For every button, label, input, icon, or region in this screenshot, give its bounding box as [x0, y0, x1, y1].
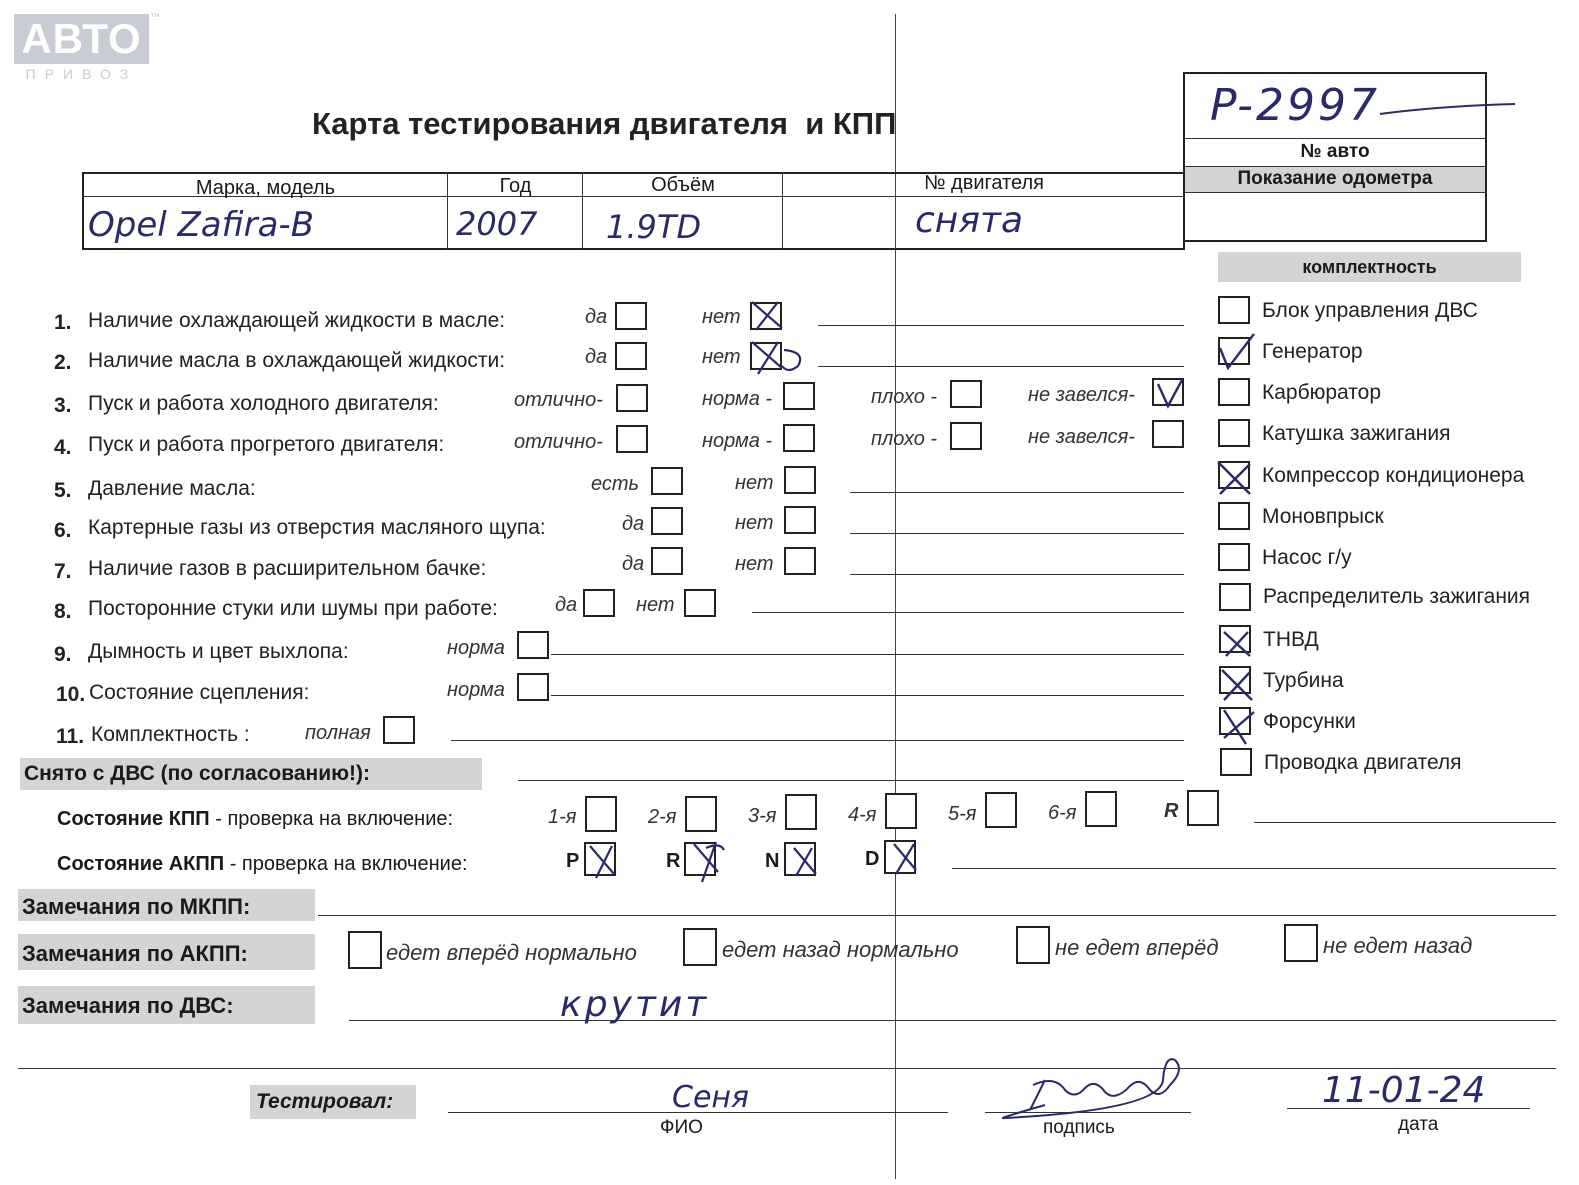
- q5-opt-yes: есть: [591, 473, 640, 495]
- year-value: 2007: [456, 205, 538, 243]
- q11-full-checkbox[interactable]: [383, 716, 415, 744]
- kpp-gear-5-checkbox[interactable]: [985, 792, 1017, 828]
- q6-net-checkbox[interactable]: [784, 506, 816, 534]
- kpp-gear-6-checkbox[interactable]: [1085, 791, 1117, 827]
- q9-normal-checkbox[interactable]: [517, 631, 549, 659]
- q11-num: 11.: [56, 725, 85, 748]
- kpp-gear-3: 3-я: [748, 805, 777, 827]
- akpp-label-bold: Состояние АКПП: [57, 853, 225, 875]
- kpp-gear-2: 2-я: [648, 806, 677, 828]
- logo-sub: ПРИВОЗ: [25, 66, 138, 82]
- q7-num: 7.: [54, 560, 72, 583]
- q4-nostart-checkbox[interactable]: [1152, 420, 1184, 448]
- kit-label-monoinjection: Моновпрыск: [1262, 505, 1384, 528]
- kpp-gear-r-checkbox[interactable]: [1187, 790, 1219, 826]
- q1-opt-da: да: [585, 306, 608, 328]
- akpp-mode-p-checkbox[interactable]: [584, 842, 616, 876]
- q5-yes-checkbox[interactable]: [651, 467, 683, 495]
- q10-text: Состояние сцепления:: [89, 681, 310, 704]
- q2-opt-da: да: [585, 346, 608, 368]
- q8-num: 8.: [54, 600, 72, 623]
- kit-checkbox-injection-pump[interactable]: [1219, 625, 1251, 653]
- q10-num: 10.: [56, 683, 86, 706]
- q8-opt-net: нет: [636, 594, 675, 616]
- q7-da-checkbox[interactable]: [651, 547, 683, 575]
- kpp-label: [57, 808, 453, 831]
- kit-label-ps-pump: Насос г/у: [1262, 546, 1352, 569]
- q9-text: Дымность и цвет выхлопа:: [88, 640, 349, 663]
- kit-label-ecu: Блок управления ДВС: [1262, 299, 1478, 322]
- q9-opt-normal: норма: [447, 637, 505, 659]
- akpp-label-rest: - проверка на включение:: [224, 853, 468, 875]
- kpp-gear-1-checkbox[interactable]: [585, 796, 617, 832]
- q3-text: Пуск и работа холодного двигателя:: [88, 392, 439, 415]
- kit-label-ignition-coil: Катушка зажигания: [1262, 422, 1451, 445]
- q1-opt-net: нет: [702, 306, 741, 328]
- q7-opt-net: нет: [735, 553, 774, 575]
- page-title: Карта тестирования двигателя и КПП: [312, 106, 897, 141]
- q5-no-checkbox[interactable]: [784, 466, 816, 494]
- q2-text: Наличие масла в охлаждающей жидкости:: [88, 349, 506, 372]
- akpp-no-forward-label: не едет вперёд: [1055, 935, 1219, 960]
- kit-label-generator: Генератор: [1262, 340, 1363, 363]
- q5-num: 5.: [54, 479, 72, 502]
- auto-number-value: P-2997: [1210, 80, 1380, 131]
- odometer-label: Показание одометра: [1237, 168, 1433, 189]
- akpp-forward-ok-label: едет вперёд нормально: [386, 940, 637, 965]
- q8-net-checkbox[interactable]: [684, 589, 716, 617]
- kpp-gear-5: 5-я: [948, 803, 977, 825]
- q6-opt-da: да: [622, 513, 645, 535]
- q3-excellent-checkbox[interactable]: [616, 384, 648, 412]
- q4-excellent-checkbox[interactable]: [616, 425, 648, 453]
- kpp-gear-3-checkbox[interactable]: [785, 794, 817, 830]
- q1-net-checkbox[interactable]: [750, 302, 782, 330]
- q8-opt-da: да: [555, 594, 578, 616]
- col-year: Год: [499, 175, 532, 197]
- kit-checkbox-ignition-coil[interactable]: [1218, 419, 1250, 447]
- kit-checkbox-generator[interactable]: [1218, 337, 1250, 365]
- kpp-gear-6: 6-я: [1048, 802, 1077, 824]
- akpp-no-back-label: не едет назад: [1323, 933, 1473, 958]
- remarks-dvs-label: Замечания по ДВС:: [22, 993, 234, 1018]
- kpp-label-bold: Состояние КПП: [57, 808, 210, 830]
- q4-opt-excellent: отлично-: [514, 431, 603, 453]
- q4-opt-bad: плохо -: [871, 428, 938, 450]
- fio-value: Сеня: [672, 1080, 750, 1115]
- kit-label-ac-compressor: Компрессор кондиционера: [1262, 464, 1525, 487]
- kit-label-injection-pump: ТНВД: [1263, 628, 1319, 651]
- kit-header: комплектность: [1302, 257, 1437, 277]
- kit-checkbox-ac-compressor[interactable]: [1218, 461, 1250, 489]
- akpp-label: [57, 853, 468, 876]
- kpp-label-rest: - проверка на включение:: [209, 808, 454, 830]
- kit-checkbox-carburetor[interactable]: [1218, 378, 1250, 406]
- akpp-forward-ok-checkbox[interactable]: [348, 931, 382, 969]
- q4-normal-checkbox[interactable]: [783, 424, 815, 452]
- akpp-back-ok-label: едет назад нормально: [722, 937, 959, 962]
- q7-opt-da: да: [622, 553, 645, 575]
- q10-opt-normal: норма: [447, 679, 505, 701]
- q2-net-checkbox[interactable]: [750, 342, 782, 370]
- date-label: дата: [1398, 1114, 1439, 1135]
- q8-text: Посторонние стуки или шумы при работе:: [88, 597, 498, 620]
- kit-checkbox-wiring[interactable]: [1220, 748, 1252, 776]
- kit-checkbox-ecu[interactable]: [1218, 296, 1250, 324]
- q2-num: 2.: [54, 351, 72, 374]
- q5-opt-no: нет: [735, 472, 774, 494]
- tested-label: Тестировал:: [256, 1090, 394, 1113]
- q5-text: Давление масла:: [88, 477, 256, 500]
- volume-value: 1.9TD: [606, 208, 702, 246]
- kpp-gear-4: 4-я: [848, 804, 877, 826]
- q3-opt-excellent: отлично-: [514, 389, 603, 411]
- remarks-akpp-label: Замечания по АКПП:: [22, 941, 248, 966]
- q3-opt-nostart: не завелся-: [1028, 384, 1135, 406]
- kit-checkbox-distributor[interactable]: [1219, 583, 1251, 611]
- q3-nostart-checkbox[interactable]: [1152, 378, 1184, 406]
- q2-opt-net: нет: [702, 346, 741, 368]
- date-value: 11-01-24: [1322, 1070, 1486, 1111]
- logo-tm: ™: [150, 12, 160, 23]
- kit-checkbox-ps-pump[interactable]: [1218, 543, 1250, 571]
- col-volume: Объём: [651, 174, 715, 196]
- kit-checkbox-injectors[interactable]: [1219, 707, 1251, 735]
- col-make-model: Марка, модель: [195, 177, 336, 199]
- kpp-gear-4-checkbox[interactable]: [885, 793, 917, 829]
- kit-label-wiring: Проводка двигателя: [1264, 751, 1462, 774]
- akpp-mode-d-checkbox[interactable]: [884, 840, 916, 874]
- q6-num: 6.: [54, 519, 72, 542]
- q4-opt-nostart: не завелся-: [1028, 426, 1135, 448]
- akpp-back-ok-checkbox[interactable]: [683, 928, 717, 966]
- kpp-gear-r: R: [1164, 800, 1179, 822]
- kpp-gear-2-checkbox[interactable]: [685, 796, 717, 832]
- auto-number-label: № авто: [1300, 141, 1370, 162]
- q7-net-checkbox[interactable]: [784, 547, 816, 575]
- removed-label: Снято с ДВС (по согласованию!):: [24, 762, 371, 785]
- akpp-mode-r-checkbox[interactable]: [684, 842, 716, 876]
- make-model-value: Opel Zafira-B: [88, 205, 315, 245]
- kit-label-distributor: Распределитель зажигания: [1263, 585, 1531, 608]
- q3-bad-checkbox[interactable]: [950, 380, 982, 408]
- logo-main: АВТО: [14, 14, 149, 64]
- akpp-mode-n: N: [765, 850, 780, 872]
- sign-label: подпись: [1043, 1117, 1115, 1138]
- q10-normal-checkbox[interactable]: [517, 673, 549, 701]
- q1-da-checkbox[interactable]: [615, 302, 647, 330]
- q2-da-checkbox[interactable]: [615, 342, 647, 370]
- akpp-mode-n-checkbox[interactable]: [784, 842, 816, 876]
- q9-num: 9.: [54, 643, 72, 666]
- q11-opt-full: полная: [305, 722, 371, 744]
- akpp-mode-p: P: [566, 850, 580, 872]
- q1-text: Наличие охлаждающей жидкости в масле:: [88, 309, 506, 332]
- engine-no-value: снята: [915, 200, 1024, 241]
- q7-text: Наличие газов в расширительном бачке:: [88, 557, 487, 580]
- kit-checkbox-monoinjection[interactable]: [1218, 502, 1250, 530]
- akpp-mode-d: D: [865, 848, 880, 870]
- q3-opt-normal: норма -: [702, 388, 773, 410]
- q1-num: 1.: [54, 311, 72, 334]
- q4-opt-normal: норма -: [702, 430, 773, 452]
- q3-num: 3.: [54, 394, 72, 417]
- remarks-mkpp-label: Замечания по МКПП:: [22, 894, 251, 919]
- kit-checkbox-turbine[interactable]: [1219, 666, 1251, 694]
- q6-opt-net: нет: [735, 512, 774, 534]
- q6-da-checkbox[interactable]: [651, 507, 683, 535]
- akpp-mode-r: R: [666, 850, 681, 872]
- q4-text: Пуск и работа прогретого двигателя:: [88, 433, 445, 456]
- q4-num: 4.: [54, 436, 72, 459]
- q3-opt-bad: плохо -: [871, 386, 938, 408]
- remarks-dvs-value: крутит: [560, 984, 710, 1025]
- q4-bad-checkbox[interactable]: [950, 422, 982, 450]
- kit-label-injectors: Форсунки: [1263, 710, 1356, 733]
- kit-label-carburetor: Карбюратор: [1262, 381, 1382, 404]
- q3-normal-checkbox[interactable]: [783, 382, 815, 410]
- kit-label-turbine: Турбина: [1263, 669, 1344, 692]
- fio-label: ФИО: [660, 1117, 703, 1138]
- logo: [14, 14, 149, 82]
- akpp-no-forward-checkbox[interactable]: [1016, 926, 1050, 964]
- q8-da-checkbox[interactable]: [583, 589, 615, 617]
- akpp-no-back-checkbox[interactable]: [1284, 924, 1318, 962]
- q11-text: Комплектность :: [91, 723, 250, 746]
- q6-text: Картерные газы из отверстия масляного щупа:: [88, 516, 546, 539]
- kpp-gear-1: 1-я: [548, 806, 577, 828]
- col-engine-no: № двигателя: [924, 172, 1044, 194]
